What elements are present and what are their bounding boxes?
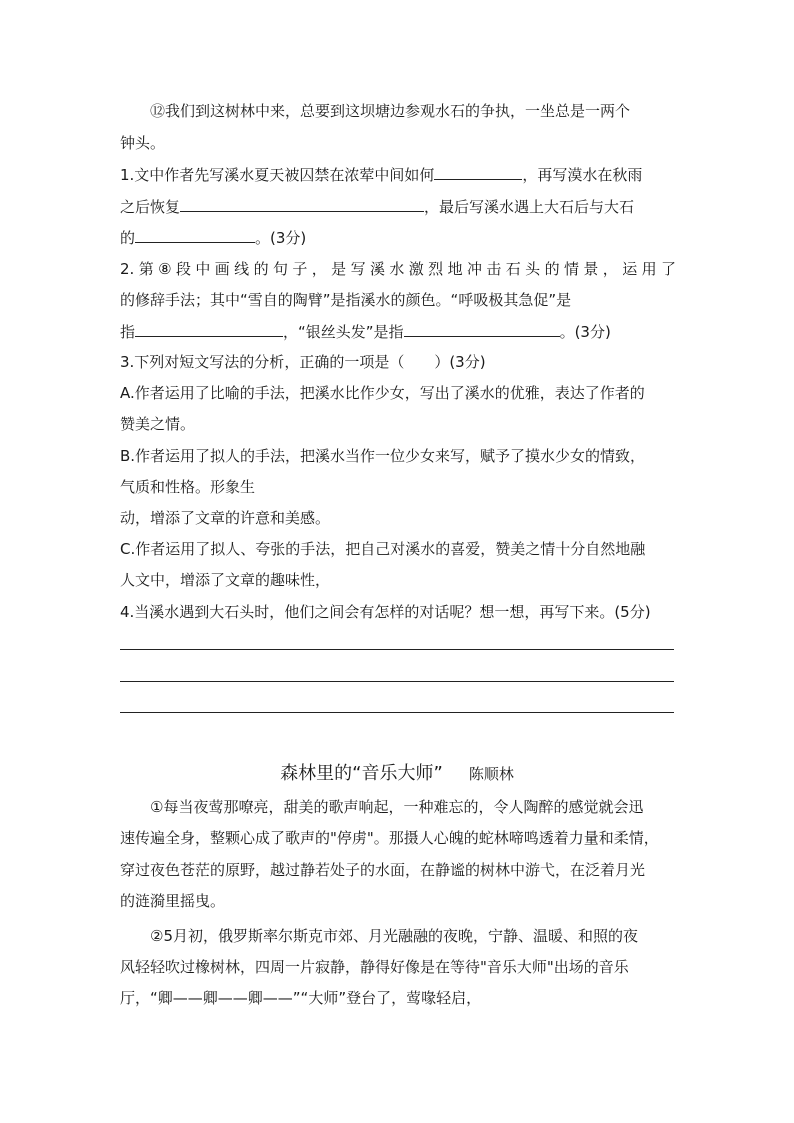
article-p2-line3: 厅，“卿——卿——卿——”“大师”登台了，莺喙轻启，	[120, 989, 482, 1007]
article-p1-line3: 穿过夜色苍茫的原野，越过静若处子的水面，在静谧的树林中游弋，在泛着月光	[120, 861, 646, 879]
answer-blank-3[interactable]	[135, 227, 255, 243]
article-title: 森林里的“音乐大师”	[280, 763, 443, 784]
option-b-line1: B.作者运用了拟人的手法，把溪水当作一位少女来写，赋予了摸水少女的情致，	[120, 447, 646, 465]
question-1-text-f: 。(3分)	[255, 229, 307, 247]
question-1-text-e: 的	[120, 229, 136, 247]
question-1-text-c: 之后恢复	[120, 198, 181, 216]
article-p2-line1: ②5月初，俄罗斯率尔斯克市郊、月光融融的夜晚，宁静、温暖、和照的夜	[150, 927, 638, 945]
article-author: 陈顺林	[468, 765, 514, 783]
answer-blank-4[interactable]	[135, 321, 283, 337]
option-b-line2: 气质和性格。形象生	[120, 478, 256, 496]
question-2-text-b: ，“银丝头发”是指	[283, 323, 404, 341]
question-1-text-b: ，再写漠水在秋雨	[522, 166, 643, 184]
question-1-text-a: 1.文中作者先写溪水夏天被囚禁在浓荤中间如何	[120, 166, 435, 184]
question-1-text-d: ，最后写溪水遇上大石后与大石	[424, 198, 635, 216]
question-1-line1	[120, 164, 642, 185]
question-2-line3	[120, 321, 611, 342]
answer-line-3[interactable]	[120, 712, 674, 713]
article-title-block	[0, 762, 794, 786]
paragraph-12-line1: ⑫我们到这树林中来，总要到这坝塘边参观水石的争执，一坐总是一两个	[150, 102, 631, 120]
article-p1-line4: 的涟漪里摇曳。	[120, 892, 226, 910]
question-2-text-c: 。(3分)	[559, 323, 611, 341]
question-2-text-a: 指	[120, 323, 136, 341]
option-b-line3: 动，增添了文章的许意和美感。	[120, 509, 331, 527]
question-2-line1: 2.第⑧段中画线的句子，是写溪水激烈地冲击石头的情景，运用了	[120, 260, 676, 278]
question-3: 3.下列对短文写法的分析，正确的一项是（ ）(3分)	[120, 353, 486, 371]
paragraph-12-line2: 钟头。	[120, 134, 166, 152]
answer-line-2[interactable]	[120, 681, 674, 682]
question-2-line2: 的修辞手法；其中“雪自的陶臂”是指溪水的颜色。“呼吸极其急促”是	[120, 291, 572, 309]
answer-blank-1[interactable]	[434, 164, 522, 180]
question-1-line3	[120, 227, 306, 248]
answer-line-1[interactable]	[120, 649, 674, 650]
option-c-line2: 人文中，增添了文章的趣味性，	[120, 571, 331, 589]
article-p1-line2: 速传遍全身，整颗心成了歌声的"停虏"。那摄人心魄的蛇林啼鸣透着力量和柔情，	[120, 829, 659, 847]
article-p1-line1: ①每当夜莺那嘹亮，甜美的歌声响起，一种难忘的，令人陶醉的感觉就会迅	[150, 798, 644, 816]
question-1-line2	[120, 196, 634, 217]
article-p2-line2: 风轻轻吹过橡树林，四周一片寂静，静得好像是在等待"音乐大师"出场的音乐	[120, 958, 629, 976]
option-a-line1: A.作者运用了比喻的手法，把溪水比作少女，写出了溪水的优雅，表达了作者的	[120, 384, 645, 402]
answer-blank-5[interactable]	[404, 321, 560, 337]
answer-blank-2[interactable]	[180, 196, 424, 212]
question-4: 4.当溪水遇到大石头时，他们之间会有怎样的对话呢？想一想，再写下来。(5分)	[120, 603, 651, 621]
option-a-line2: 赞美之情。	[120, 415, 196, 433]
option-c-line1: C.作者运用了拟人、夸张的手法，把自己对溪水的喜爱，赞美之情十分自然地融	[120, 540, 646, 558]
